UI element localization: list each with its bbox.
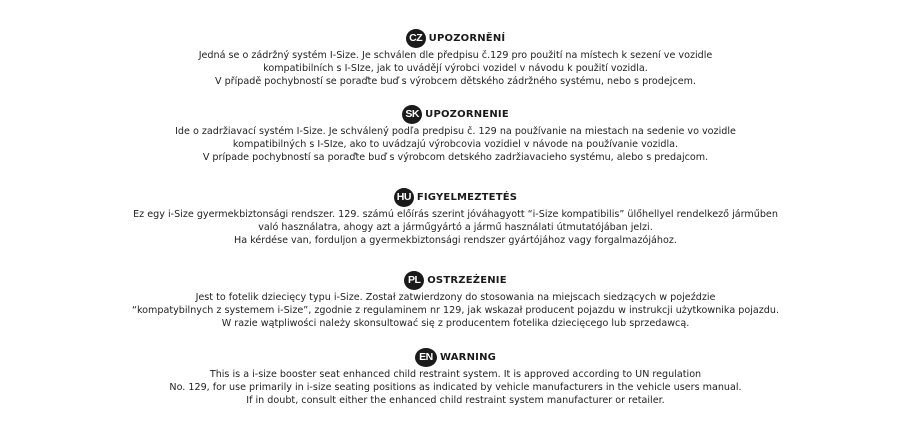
section-title: FIGYELMEZTETÉS xyxy=(416,191,518,203)
language-badge-hu: HU xyxy=(394,188,414,207)
language-badge-sk: SK xyxy=(402,105,422,124)
language-badge-cz: CZ xyxy=(406,29,426,48)
body-line: kompatibilních s I-SIze, jak to uvádějí výrobci vozidel v návodu k použití vozidla. xyxy=(263,63,648,74)
body-line: If in doubt, consult either the enhanced child restraint system manufacturer or retailer. xyxy=(246,395,665,406)
section-title: UPOZORNĚNÍ xyxy=(428,32,506,44)
body-line: This is a i-size booster seat enhanced child restraint system. It is approved according to UN regulation xyxy=(209,369,702,380)
section-title: OSTRZEŻENIE xyxy=(427,274,507,286)
language-badge-en: EN xyxy=(415,348,437,367)
body-line: No. 129, for use primarily in i-size seating positions as indicated by vehicle manufacturers in the vehicle users manual. xyxy=(169,382,742,393)
body-line: V prípade pochybností sa poraďte buď s výrobcom detského zadržiavacieho systému, alebo s predajcom. xyxy=(202,152,709,163)
body-line: való használatra, ahogy azt a járműgyártó a jármű használati útmutatójában jelzi. xyxy=(258,222,653,233)
section-cz xyxy=(0,28,911,88)
body-line: kompatibilných s I-SIze, ako to uvádzajú výrobcovia vozidiel v návode na používanie vozidla. xyxy=(232,139,679,150)
section-heading xyxy=(0,187,911,207)
section-body xyxy=(0,368,911,407)
section-pl xyxy=(0,270,911,330)
section-heading xyxy=(0,28,911,48)
body-line: Ez egy i-Size gyermekbiztonsági rendszer. 129. számú előírás szerint jóváhagyott “i-Size kompatibilis” ülőhellyel rendelkező járműben xyxy=(133,209,778,220)
section-heading xyxy=(0,347,911,367)
body-line: V případě pochybností se poraďte buď s výrobcem dětského zádržného systému, nebo s prodejcem. xyxy=(214,76,696,87)
section-hu xyxy=(0,187,911,247)
section-title: UPOZORNENIE xyxy=(425,108,509,120)
section-heading xyxy=(0,270,911,290)
body-line: Ha kérdése van, forduljon a gyermekbiztonsági rendszer gyártójához vagy forgalmazójához. xyxy=(234,235,677,246)
section-body xyxy=(0,49,911,88)
section-body xyxy=(0,291,911,330)
body-line: Jedná se o zádržný systém I-Size. Je schválen dle předpisu č.129 pro použití na místech k sezení ve vozidle xyxy=(198,50,713,61)
section-body xyxy=(0,125,911,164)
section-heading xyxy=(0,104,911,124)
body-line: “kompatybilnych z systemem i-Size”, zgodnie z regulaminem nr 129, jak wskazał producent pojazdu w instrukcji użytkownika pojazdu. xyxy=(131,305,780,316)
section-en xyxy=(0,347,911,407)
section-sk xyxy=(0,104,911,164)
section-body xyxy=(0,208,911,247)
section-title: WARNING xyxy=(439,351,497,363)
body-line: Ide o zadržiavací systém I-Size. Je schválený podľa predpisu č. 129 na používanie na miestach na sedenie vo vozidle xyxy=(175,126,736,137)
body-line: Jest to fotelik dziecięcy typu i-Size. Został zatwierdzony do stosowania na miejscach siedzących w pojeździe xyxy=(195,292,716,303)
language-badge-pl: PL xyxy=(404,271,424,290)
body-line: W razie wątpliwości należy skonsultować się z producentem fotelika dziecięcego lub sprzedawcą. xyxy=(221,318,690,329)
